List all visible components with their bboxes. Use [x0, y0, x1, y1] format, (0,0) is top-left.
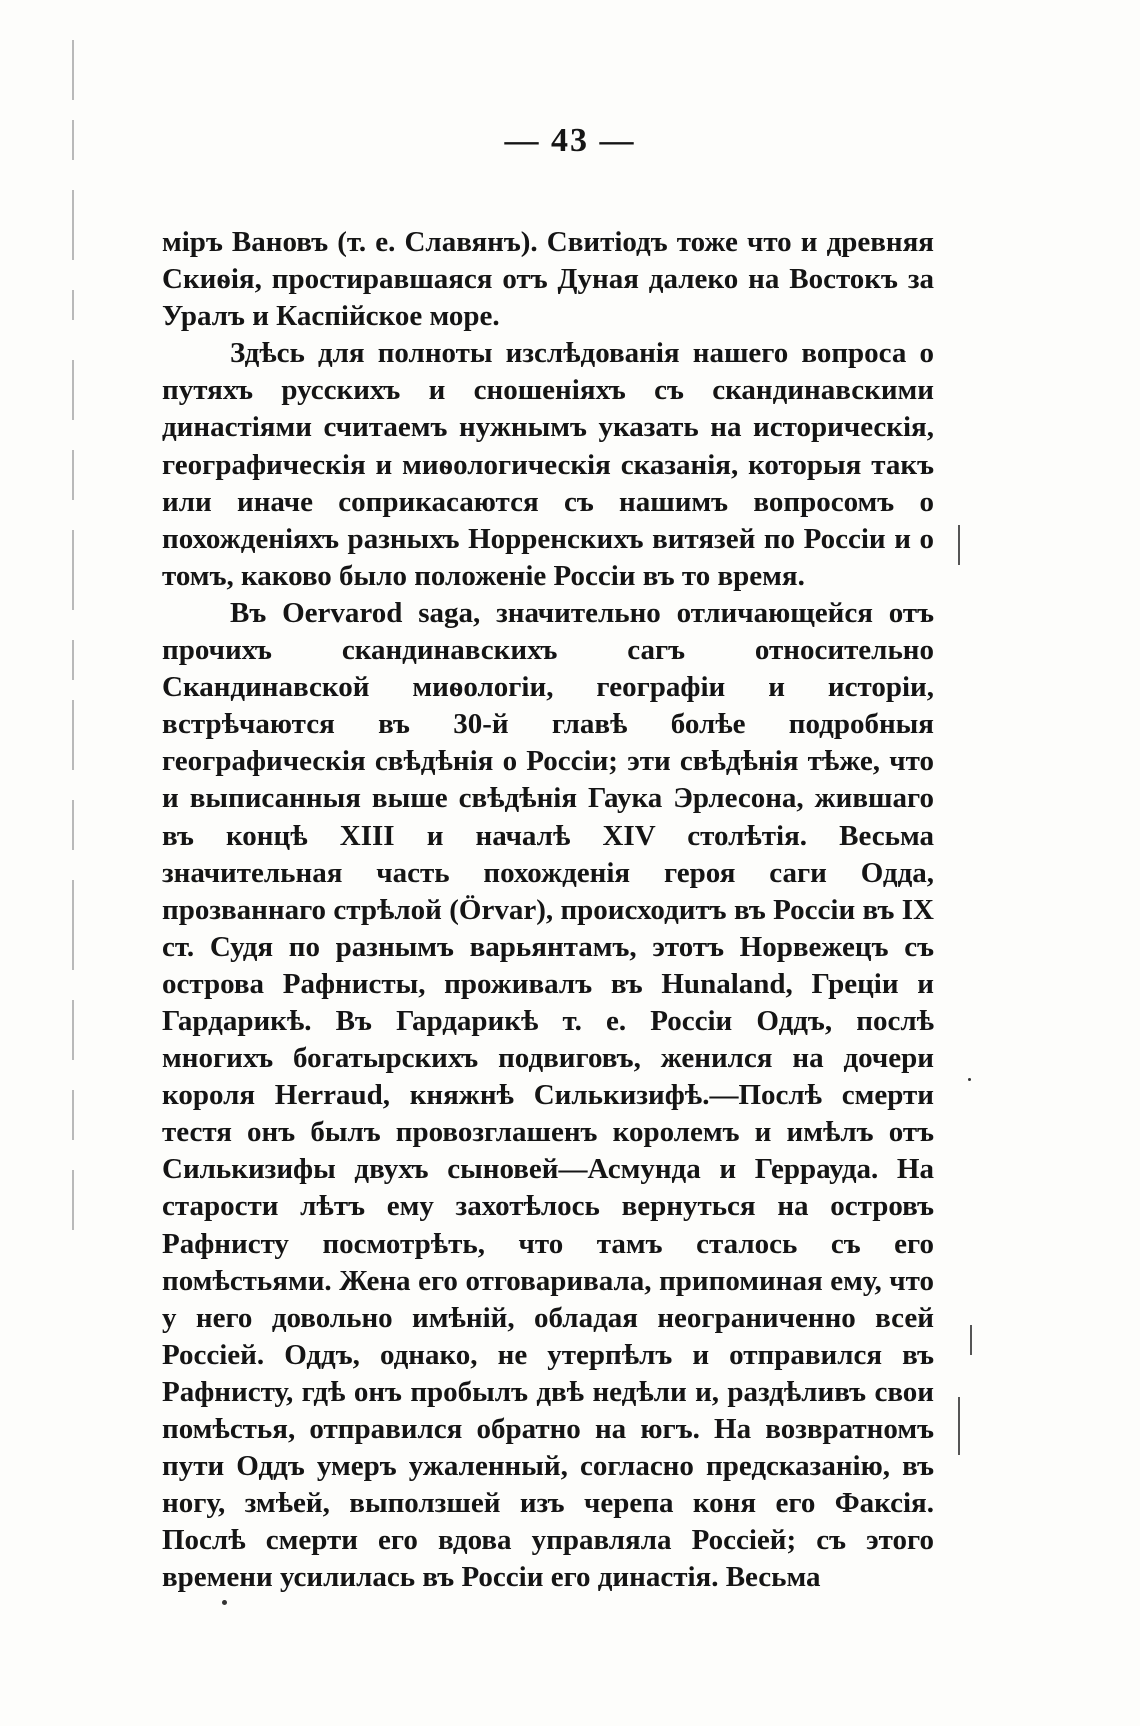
paragraph-1: міръ Вановъ (т. е. Славянъ). Свитіодъ тоже что и древняя Скиѳія, простиравшаяся отъ Дуная далеко на Востокъ за Уралъ и Каспійское море.: [162, 226, 934, 333]
right-margin-mark-1: [958, 525, 960, 565]
right-margin-mark-2: [970, 1325, 972, 1355]
paragraph-2: Здѣсь для полноты изслѣдованія нашего вопроса о путяхъ русскихъ и сношеніяхъ съ скандинавскими династіями считаемъ нужнымъ указать на историческія, географическія и миѳологическія сказанія, которыя такъ или иначе соприкасаются съ нашимъ вопросомъ о похожденіяхъ разныхъ Норренскихъ витязей по Россіи и о томъ, каково было положеніе Россіи въ то время.: [162, 337, 934, 592]
page-number: — 43 —: [504, 122, 636, 159]
ink-speck: [968, 1078, 971, 1081]
ink-speck: [222, 1600, 227, 1605]
left-margin-scan-marks: [62, 40, 92, 1240]
body-text: [162, 224, 934, 1596]
paragraph-3: Въ Oervarod saga, значительно отличающейся отъ прочихъ скандинавскихъ сагъ относительно Скандинавской миѳологіи, географіи и исторіи, встрѣчаются въ 30-й главѣ болѣе подробныя географическія свѣдѣнія о Россіи; эти свѣдѣнія тѣже, что и выписанныя выше свѣдѣнія Гаука Эрлесона, жившаго въ концѣ XIII и началѣ XIV столѣтія. Весьма значительная часть похожденія героя саги Одда, прозваннаго стрѣлой (Örvar), происходитъ въ Россіи въ IX ст. Судя по разнымъ варьянтамъ, этотъ Норвежецъ съ острова Рафнисты, проживалъ въ Hunaland, Греціи и Гардарикѣ. Въ Гардарикѣ т. е. Россіи Оддъ, послѣ многихъ богатырскихъ подвиговъ, женился на дочери короля Herraud, княжнѣ Силькизифѣ.—Послѣ смерти тестя онъ былъ провозглашенъ королемъ и имѣлъ отъ Силькизифы двухъ сыновей—Асмунда и Герраудa. На старости лѣтъ ему захотѣлось вернуться на островъ Рафнисту посмотрѣть, что тамъ сталось съ его помѣстьями. Жена его отговаривала, припоминая ему, что у него довольно имѣній, обладая неограниченно всей Россіей. Оддъ, однако, не утерпѣлъ и отправился въ Рафнисту, гдѣ онъ пробылъ двѣ недѣли и, раздѣливъ свои помѣстья, отправился обратно на югъ. На возвратномъ пути Оддъ умеръ ужаленный, согласно предсказанію, въ ногу, змѣей, выползшей изъ черепа коня его Факсія. Послѣ смерти его вдова управляла Россіей; съ этого времени усилилась въ Россіи его династія. Весьма: [162, 596, 934, 1594]
right-margin-mark-3: [958, 1397, 960, 1455]
